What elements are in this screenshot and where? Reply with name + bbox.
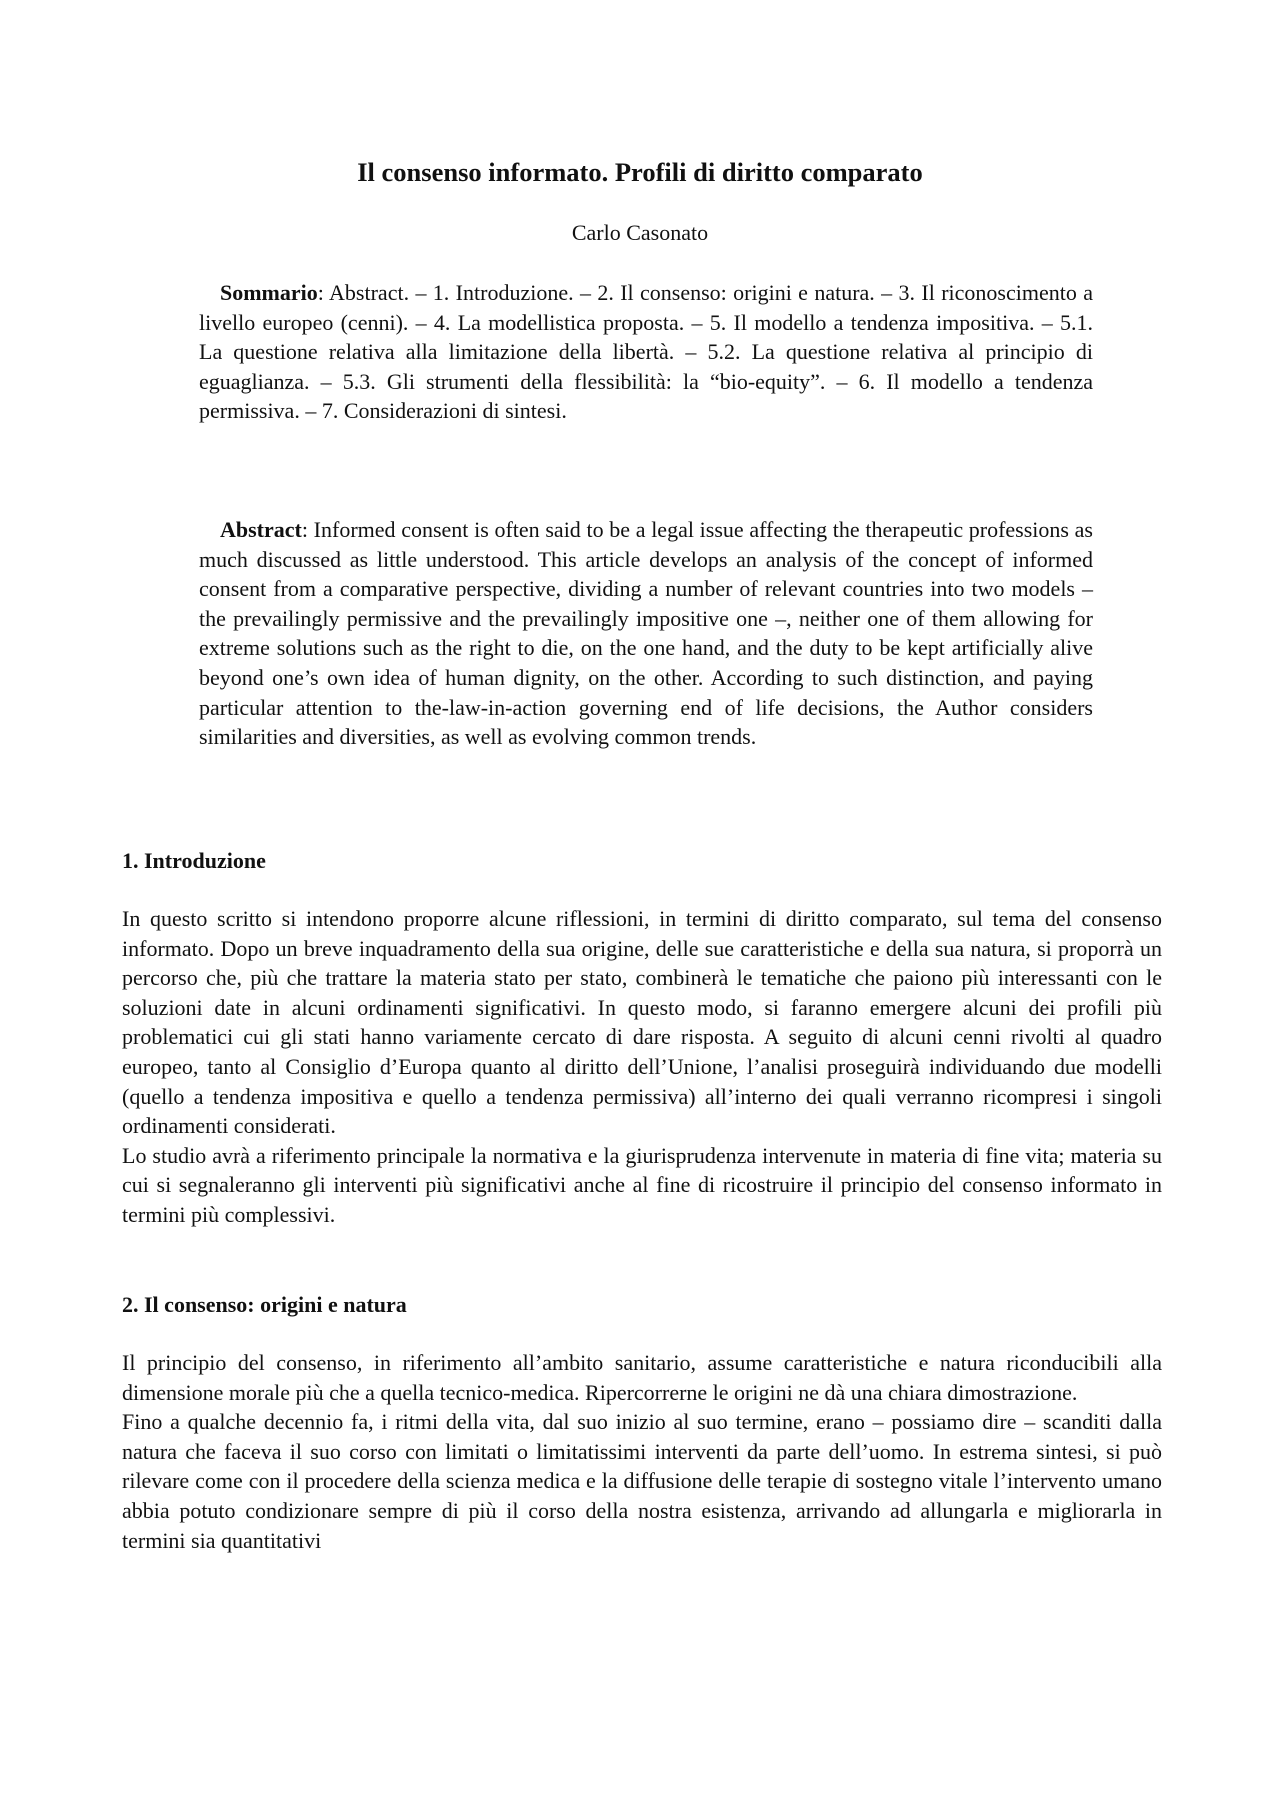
paper-title: Il consenso informato. Profili di diritto comparato (357, 157, 923, 187)
abstract-paragraph (199, 515, 1093, 752)
abstract-text: : Informed consent is often said to be a legal issue affecting the therapeutic professions as much discussed as little understood. This article develops an analysis of the concept of informed consent from a comparative perspective, dividing a number of relevant countries into two models – the prevailingly permissive and the prevailingly impositive one –, neither one of them allowing for extreme solutions such as the right to die, on the one hand, and the duty to be kept artificially alive beyond one’s own idea of human dignity, on the other. According to such distinction, and paying particular attention to the-law-in-action governing end of life decisions, the Author considers similarities and diversities, as well as evolving common trends. (199, 517, 1093, 750)
body-paragraph: Lo studio avrà a riferimento principale la normativa e la giurisprudenza intervenute in materia di fine vita; materia su cui si segnaleranno gli interventi più significativi anche al fine di ricostruire il principio del consenso informato in termini più complessivi. (122, 1142, 1162, 1227)
section-heading-consenso: 2. Il consenso: origini e natura (122, 1292, 407, 1317)
body-paragraph: In questo scritto si intendono proporre alcune riflessioni, in termini di diritto comparato, sul tema del consenso informato. Dopo un breve inquadramento della sua origine, delle sue caratteristiche e della sua natura, si proporrà un percorso che, più che trattare la materia stato per stato, combinerà le tematiche che paiono più interessanti con le soluzioni date in alcuni ordinamenti significativi. In questo modo, si faranno emergere alcuni dei profili più problematici cui gli stati hanno variamente cercato di dare risposta. A seguito di alcuni cenni rivolti al quadro europeo, tanto al Consiglio d’Europa quanto al diritto dell’Unione, l’analisi proseguirà individuando due modelli (quello a tendenza impositiva e quello a tendenza permissiva) all’interno dei quali verranno ricompresi i singoli ordinamenti considerati. (122, 906, 1162, 1139)
summary-label: Sommario (220, 280, 318, 305)
author-name: Carlo Casonato (571, 220, 709, 245)
section-body-introduzione (122, 904, 1162, 1230)
summary-text: : Abstract. – 1. Introduzione. – 2. Il consenso: origini e natura. – 3. Il riconoscimento a livello europeo (cenni). – 4. La modellistica proposta. – 5. Il modello a tendenza impositiva. – 5.1. La questione relativa alla limitazione della libertà. – 5.2. La questione relativa al principio di eguaglianza. – 5.3. Gli strumenti della flessibilità: la “bio-equity”. – 6. Il modello a tendenza permissiva. – 7. Considerazioni di sintesi. (199, 280, 1093, 424)
section-heading-introduzione: 1. Introduzione (122, 848, 266, 873)
summary-paragraph (199, 278, 1093, 426)
section-body-consenso (122, 1348, 1162, 1555)
body-paragraph: Fino a qualche decennio fa, i ritmi della vita, dal suo inizio al suo termine, erano – possiamo dire – scanditi dalla natura che faceva il suo corso con limitati o limitatissimi interventi da parte dell’uomo. In estrema sintesi, si può rilevare come con il procedere della scienza medica e la diffusione delle terapie di sostegno vitale l’intervento umano abbia potuto condizionare sempre di più il corso della nostra esistenza, arrivando ad allungarla e migliorarla in termini sia quantitativi (122, 1409, 1162, 1553)
abstract-label: Abstract (220, 517, 302, 542)
body-paragraph: Il principio del consenso, in riferimento all’ambito sanitario, assume caratteristiche e natura riconducibili alla dimensione morale più che a quella tecnico-medica. Ripercorrerne le origini ne dà una chiara dimostrazione. (122, 1350, 1162, 1405)
